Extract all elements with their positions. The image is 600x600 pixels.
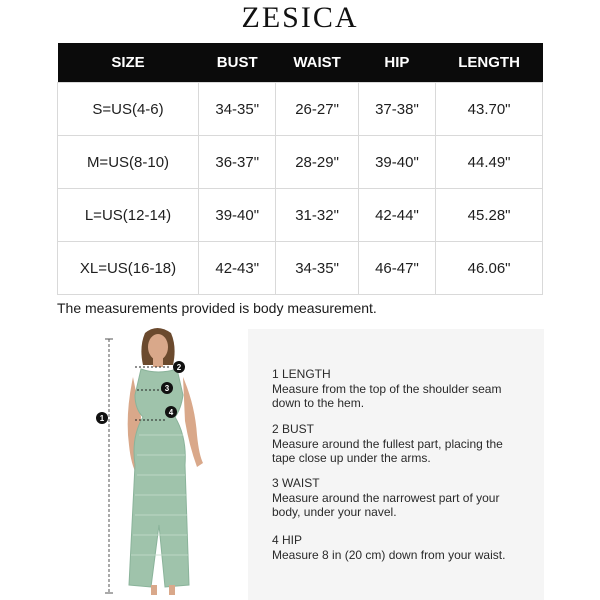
measurement-note: The measurements provided is body measurement. xyxy=(57,300,377,316)
instruction-desc: Measure around the fullest part, placing the tape close up under the arms. xyxy=(272,436,503,465)
header-hip: HIP xyxy=(358,43,435,83)
cell-length: 45.28" xyxy=(436,189,543,242)
instruction-title: 3 WAIST xyxy=(272,476,320,490)
cell-waist: 26-27" xyxy=(276,83,358,136)
marker-1 xyxy=(96,412,108,424)
cell-hip: 42-44" xyxy=(358,189,435,242)
cell-waist: 28-29" xyxy=(276,136,358,189)
instruction-title: 4 HIP xyxy=(272,533,303,547)
header-size: SIZE xyxy=(58,43,199,83)
cell-bust: 36-37" xyxy=(199,136,276,189)
cell-length: 46.06" xyxy=(436,242,543,295)
svg-text:4: 4 xyxy=(168,408,174,417)
cell-waist: 31-32" xyxy=(276,189,358,242)
cell-length: 43.70" xyxy=(436,83,543,136)
cell-hip: 39-40" xyxy=(358,136,435,189)
marker-2 xyxy=(173,361,185,373)
marker-4 xyxy=(165,406,177,418)
instruction-waist xyxy=(272,476,522,520)
instruction-bust xyxy=(272,422,522,466)
cell-waist: 34-35" xyxy=(276,242,358,295)
table-row xyxy=(58,83,543,136)
cell-hip: 46-47" xyxy=(358,242,435,295)
cell-size: S=US(4-6) xyxy=(58,83,199,136)
size-chart-table xyxy=(57,43,543,295)
marker-3 xyxy=(161,382,173,394)
header-length: LENGTH xyxy=(436,43,543,83)
instruction-title: 2 BUST xyxy=(272,422,315,436)
svg-text:3: 3 xyxy=(164,384,170,393)
header-bust: BUST xyxy=(199,43,276,83)
cell-bust: 39-40" xyxy=(199,189,276,242)
instruction-title: 1 LENGTH xyxy=(272,367,331,381)
dress-shape xyxy=(129,369,189,587)
instruction-hip xyxy=(272,533,522,562)
table-row xyxy=(58,189,543,242)
instruction-desc: Measure 8 in (20 cm) down from your waist. xyxy=(272,547,506,562)
cell-bust: 42-43" xyxy=(199,242,276,295)
svg-text:2: 2 xyxy=(176,363,182,372)
cell-size: XL=US(16-18) xyxy=(58,242,199,295)
instruction-desc: Measure from the top of the shoulder seam down to the hem. xyxy=(272,381,502,410)
model-figure xyxy=(85,325,235,600)
header-waist: WAIST xyxy=(276,43,358,83)
cell-hip: 37-38" xyxy=(358,83,435,136)
table-row xyxy=(58,242,543,295)
cell-size: M=US(8-10) xyxy=(58,136,199,189)
instruction-length xyxy=(272,367,522,411)
cell-bust: 34-35" xyxy=(199,83,276,136)
instruction-desc: Measure around the narrowest part of your body, under your navel. xyxy=(272,490,500,519)
cell-length: 44.49" xyxy=(436,136,543,189)
brand-logo: ZESICA xyxy=(241,1,359,34)
svg-text:1: 1 xyxy=(99,414,105,423)
cell-size: L=US(12-14) xyxy=(58,189,199,242)
table-row xyxy=(58,136,543,189)
table-header-row xyxy=(58,43,543,83)
